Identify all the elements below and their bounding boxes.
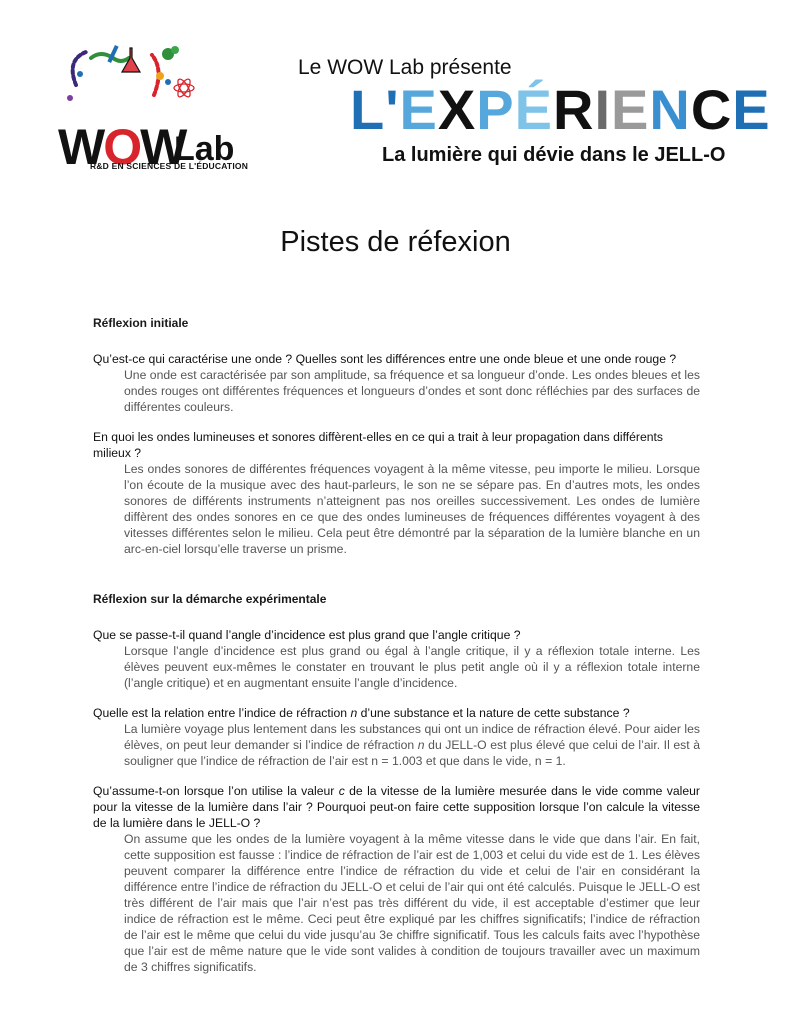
title-letter: N [649, 78, 691, 141]
page-title: Pistes de réfexion [280, 226, 511, 258]
title-letter: I [594, 78, 611, 141]
answer [124, 721, 700, 769]
wow-lab-logo [56, 40, 256, 175]
answer: Les ondes sonores de différentes fréquences voyagent à la même vitesse, peu importe le milieu. Lorsque l’on écoute de la musique avec des haut-parleurs, le son ne se sépare pas. En d’autres mots, les ondes sonores de différents instruments n’atteignent pas nos oreilles successivement. Les ondes de lumière diffèrent des ondes sonores en ce que des ondes lumineuses de fréquences différentes voyagent à des vitesses différentes selon le milieu. Cela peut être démontré par la séparation de la lumière blanche en un arc-en-ciel lorsqu’elle traverse un prisme. [124, 462, 700, 556]
title-letter: X [437, 78, 477, 141]
logo-wow-text: WOW [58, 119, 186, 175]
answer: Lorsque l’angle d’incidence est plus grand ou égal à l’angle critique, il y a réflexion totale interne. Les élèves peuvent eux-mêmes le constater en trouvant le plus petit angle où il y a réflexion totale interne (l’angle critique) et en augmentant ensuite l’angle d’incidence. [124, 644, 700, 690]
answer: On assume que les ondes de la lumière voyagent à la même vitesse dans le vide que dans l’air. En fait, cette supposition est fausse : l’indice de réfraction de l’air est de 1,003 et celui du vide est de 1. Les élèves peuvent comparer la différence entre l’indice de réfraction du vide et celui de l’air en considérant la différence entre l’indice de réfraction du JELL-O et celui de l’air qui ont été calculés. Puisque le JELL-O est très différent de l’air mais que l’air n’est pas très différent du vide, il est acceptable d’estimer que leur indice de réfraction est le même. Ceci peut être expliqué par les chiffres significatifs; l’indice de réfraction de l’air est le même que celui du vide jusqu’au 3e chiffre significatif. Tous les calculs faits avec l’hypothèse que l’air est de même nature que le vide sont valides à condition de toujours travailler avec un maximum de 3 chiffres significatifs. [124, 832, 700, 974]
question-text: de la vitesse de la lumière mesurée dans le vide comme valeur pour la vitesse de la lumière dans l’air ? Pourquoi peut-on faire cette supposition lorsque l’on calcule la vitesse de la lumière dans le JELL-O ? [93, 784, 700, 830]
title-letter: L [350, 78, 386, 141]
question: Qu’est-ce qui caractérise une onde ? Quelles sont les différences entre une onde bleue et une onde rouge ? [93, 352, 677, 366]
title-letter: R [552, 78, 595, 141]
title-letter: ' [385, 78, 400, 141]
variable-c: c [338, 784, 345, 798]
question-text: Quelle est la relation entre l’indice de réfraction [93, 706, 351, 720]
answer: Une onde est caractérisée par son amplitude, sa fréquence et sa longueur d’onde. Les ondes bleues et les ondes rouges ont différentes fréquences et longueurs d’ondes et sont donc réfléchies par des surfaces de différentes couleurs. [124, 368, 700, 414]
title-letter: E [611, 78, 650, 141]
variable-n: n [350, 706, 358, 720]
answer-text: du JELL-O est plus élevé que celui de l’air. Il est à souligner que l’indice de réfraction de l’air est n = 1.003 et que dans le vide, n = 1. [124, 738, 700, 768]
document-body [93, 315, 700, 975]
title-letter: E [399, 78, 438, 141]
question [93, 783, 700, 831]
question-text: d’une substance et la nature de cette substance ? [357, 706, 630, 720]
presents-line: Le WOW Lab présente [298, 56, 512, 79]
title-letter: C [690, 78, 733, 141]
question: Que se passe-t-il quand l’angle d’incidence est plus grand que l’angle critique ? [93, 628, 521, 642]
question [93, 705, 700, 721]
answer-text: La lumière voyage plus lentement dans les substances qui ont un indice de réfraction élevé. Pour aider les élèves, on peut leur demander si l’indice de réfraction [124, 722, 700, 752]
question: En quoi les ondes lumineuses et sonores diffèrent-elles en ce qui a trait à leur propagation dans différents milieux ? [93, 430, 664, 460]
title-letter: P [476, 78, 515, 141]
logo-tagline: R&D EN SCIENCES DE L'ÉDUCATION [90, 161, 249, 171]
variable-n: n [417, 738, 425, 752]
title-letter: E [732, 78, 771, 141]
experience-title [350, 78, 771, 141]
experiment-subtitle: La lumière qui dévie dans le JELL-O [382, 144, 726, 166]
section-heading: Réflexion initiale [93, 316, 189, 330]
question-text: Qu’assume-t-on lorsque l’on utilise la valeur [93, 784, 339, 798]
title-letter: É [514, 78, 553, 141]
logo-lab-text: Lab [174, 130, 235, 168]
section-heading: Réflexion sur la démarche expérimentale [93, 592, 327, 606]
